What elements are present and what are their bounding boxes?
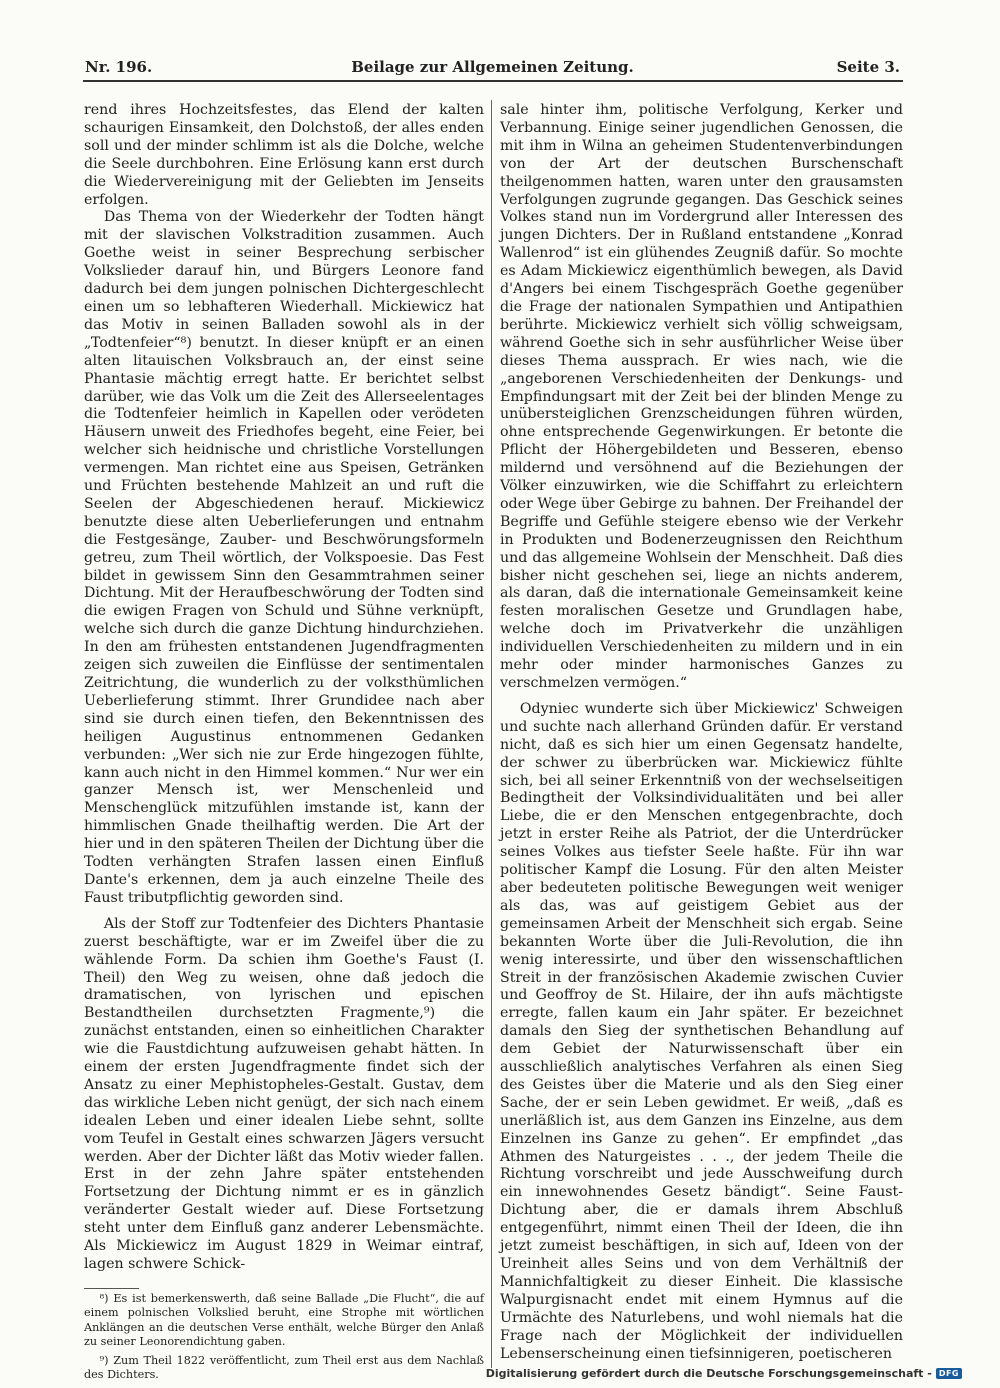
footnotes [84, 1292, 484, 1388]
left-column [84, 102, 484, 1274]
footnote-9: ⁹) Zum Theil 1822 veröffentlicht, zum Theil erst aus dem Nachlaß des Dichters. [84, 1354, 484, 1382]
paragraph: Das Thema von der Wiederkehr der Todten hängt mit der slavischen Volkstradition zusammen. Auch Goethe weist in seiner Besprechung serbischer Volkslieder darauf hin, und Bürgers Leonore fand dadurch bei dem jungen polnischen Dichtergeschlecht einen um so lebhafteren Wiederhall. Mickiewicz hat das Motiv in seinen Balladen sowohl als in der „Todtenfeier“⁸) benutzt. In dieser knüpft er an einen alten litauischen Volksbrauch an, der einst seine Phantasie mächtig erregt hatte. Er berichtet selbst darüber, wie das Volk um die Zeit des Allerseelentages die Todtenfeier heimlich in Kapellen oder verödeten Häusern unweit des Friedhofes begeht, eine Feier, bei welcher sich heidnische und christliche Vorstellungen vermengen. Man richtet eine aus Speisen, Getränken und Früchten bestehende Mahlzeit an und ruft die Seelen der Abgeschiedenen herauf. Mickiewicz benutzte diese alten Ueberlieferungen und entnahm die Festgesänge, Zauber- und Beschwörungsformeln getreu, zum Theil wörtlich, der Volkspoesie. Das Fest bildet in gewissem Sinn den Gesammtrahmen seiner Dichtung. Mit der Heraufbeschwörung der Todten sind die ewigen Fragen von Schuld und Sühne verknüpft, welche sich durch die ganze Dichtung hindurchziehen. In den am frühesten entstandenen Jugendfragmenten zeigen sich zuweilen die Einflüsse der sentimentalen Zeitrichtung, die wunderlich zu der volksthümlichen Ueberlieferung stimmt. Ihrer Grundidee nach aber sind sie durch einen tiefen, den Bekenntnissen des heiligen Augustinus entnommenen Gedanken verbunden: „Wer sich nie zur Erde hingezogen fühlte, kann auch nicht in den Himmel kommen.“ Nur wer ein ganzer Mensch ist, wer Menschenleid und Menschenglück mitzufühlen imstande ist, kann der himmlischen Gnade theilhaftig werden. Die Art der hier und in den späteren Theilen der Dichtung über die Todten verhängten Strafen lassen einen Einfluß Dante's erkennen, dem ja auch einzelne Theile des Faust tributpflichtig geworden sind. [84, 209, 484, 906]
digitization-credit [486, 1366, 962, 1380]
page-number: Seite 3. [836, 58, 900, 76]
paragraph: Odyniec wunderte sich über Mickiewicz' Schweigen und suchte nach allerhand Gründen dafür. Er verstand nicht, daß es sich hier um einen Gegensatz handelte, der schwer zu überbrücken war. Mickiewicz fühlte sich, bei all seiner Erkenntniß von der wechselseitigen Bedingtheit der Volksindividualitäten und bei aller Liebe, die er den Menschen entgegenbrachte, doch jetzt in erster Reihe als Patriot, der die Unterdrücker seines Volkes aus tiefster Seele haßte. Für ihn war politischer Kampf die Losung. Für den alten Meister aber bedeuteten politische Bewegungen weit weniger als das, was auf geistigem Gebiet aus der gemeinsamen Arbeit der Menschheit sich ergab. Seine bekannten Worte über die Juli-Revolution, die ihn wenig interessirte, und über den wissenschaftlichen Streit in der französischen Akademie zwischen Cuvier und Geoffroy de St. Hilaire, der ihn aufs mächtigste erregte, fallen kaum ein Jahr später. Er bezeichnet damals den Sieg der synthetischen Behandlung auf dem Gebiet der Naturwissenschaft über ein ausschließlich analytisches Verfahren als einen Sieg des Geistes über die Materie und als den Sieg einer Sache, der er sein Leben gewidmet. Er weiß, „daß es unerläßlich ist, aus dem Ganzen ins Einzelne, aus dem Einzelnen ins Ganze zu gehen“. Er empfindet „das Athmen des Naturgeistes . . ., der jedem Theile die Richtung vorschreibt und jede Ausschweifung durch ein innewohnendes Gesetz bändigt“. Seine Faust-Dichtung aber, die er damals ihrem Abschluß entgegenführt, nimmt einen Theil der Ideen, die ihn jetzt zumeist beschäftigen, in sich auf, Ideen von der Ureinheit alles Seins und von dem Verhältniß der Mannichfaltigkeit zu dieser Einheit. Die klassische Walpurgisnacht endet mit einem Hymnus auf die Urmächte des Naturlebens, und wohl niemals hat die Frage nach der Möglichkeit der individuellen Lebenserscheinung einen tiefsinnigeren, poetischeren [500, 700, 903, 1362]
supplement-title: Beilage zur Allgemeinen Zeitung. [351, 58, 634, 76]
paragraph: rend ihres Hochzeitsfestes, das Elend der kalten schaurigen Einsamkeit, den Dolchstoß, der alles enden soll und der minder schlimm ist als die Dolche, welche die Seele durchbohren. Eine Erlösung kann erst durch die Wiedervereinigung mit der Geliebten im Jenseits erfolgen. [84, 102, 484, 208]
paragraph: Als der Stoff zur Todtenfeier des Dichters Phantasie zuerst beschäftigte, war er im Zweifel über die zu wählende Form. Da schien ihm Goethe's Faust (I. Theil) den Weg zu weisen, ohne daß jedoch die dramatischen, von lyrischen und epischen Bestandtheilen durchsetzten Fragmente,⁹) die zunächst entstanden, einen so einheitlichen Charakter wie die Faustdichtung aufzuweisen gehabt hätten. In einem der ersten Jugendfragmente findet sich der Ansatz zu einer Mephistopheles-Gestalt. Gustav, dem das wirkliche Leben nicht genügt, der sich nach einem idealen Leben und einer idealen Liebe sehnt, sollte vom Teufel in Gestalt eines schwarzen Jägers versucht werden. Aber der Dichter läßt das Motiv wieder fallen. Erst in der zehn Jahre später entstehenden Fortsetzung der Dichtung nimmt er es in gänzlich veränderter Gestalt wieder auf. Diese Fortsetzung steht unter dem Einfluß ganz anderer Lebensmächte. Als Mickiewicz im August 1829 in Weimar eintraf, lagen schwere Schick- [84, 915, 484, 1272]
paragraph: sale hinter ihm, politische Verfolgung, Kerker und Verbannung. Einige seiner jugendlichen Genossen, die mit ihm in Wilna an geheimen Studentenverbindungen von der Art der deutschen Burschenschaft theilgenommen hatten, waren unter den grausamsten Verfolgungen zugrunde gegangen. Das Geschick seines Volkes stand nun im Vordergrund aller Interessen des jungen Dichters. Der in Rußland entstandene „Konrad Wallenrod“ ist ein glühendes Zeugniß dafür. So mochte es Adam Mickiewicz eigenthümlich bewegen, als David d'Angers bei einem Tischgespräch Goethe gegenüber die Frage der nationalen Sympathien und Antipathien berührte. Mickiewicz verhielt sich völlig schweigsam, während Goethe sich in sehr ausführlicher Weise über dieses Thema aussprach. Er wies nach, wie die „angeborenen Verschiedenheiten der Denkungs- und Empfindungsart mit der Zeit bei der blinden Menge zu unübersteiglichen Grenzscheidungen führen würden, ohne entsprechende Gegenwirkungen. Er betonte die Pflicht der Höhergebildeten und Besseren, ebenso mildernd und versöhnend auf die Beziehungen der Völker einzuwirken, wie die Schiffahrt zu erleichtern oder Wege über Gebirge zu bahnen. Der Freihandel der Begriffe und Gefühle steigere ebenso wie der Verkehr in Produkten und Bodenerzeugnissen den Reichthum und das allgemeine Wohlsein der Menschheit. Daß dies bisher nicht geschehen sei, liege an nichts anderem, als daran, daß die internationale Gemeinsamkeit keine festen moralischen Gesetze und Grundlagen habe, welche doch im Privatverkehr die unzähligen individuellen Verschiedenheiten zu mildern und in ein mehr oder minder harmonisches Ganzes zu verschmelzen vermögen.“ [500, 102, 903, 691]
header-rule [83, 80, 903, 82]
footnote-8: ⁸) Es ist bemerkenswerth, daß seine Ballade „Die Flucht“, die auf einem polnischen Volkslied beruht, eine Strophe mit wörtlichen Anklängen an die deutschen Verse enthält, welche Bürger den Anlaß zu seiner Leonorendichtung gaben. [84, 1292, 484, 1348]
issue-number: Nr. 196. [85, 58, 153, 76]
dfg-logo: DFG [936, 1368, 962, 1379]
footnote-rule [84, 1288, 139, 1289]
right-column [500, 102, 903, 1363]
credit-text: Digitalisierung gefördert durch die Deutsche Forschungsgemeinschaft - [485, 1366, 932, 1380]
column-divider [491, 100, 492, 1368]
page-header [85, 58, 900, 80]
